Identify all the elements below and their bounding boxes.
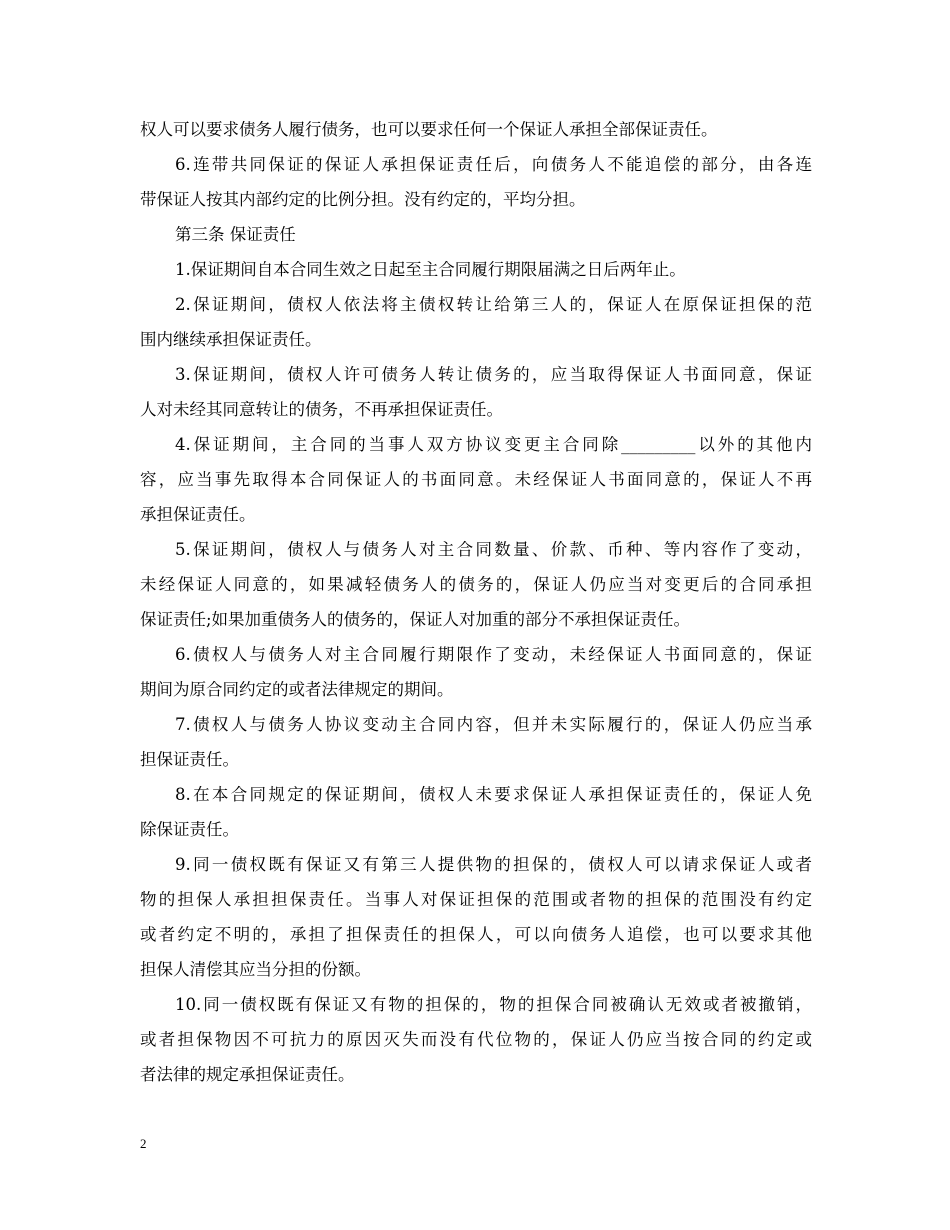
text-line: 承担保证责任。 — [140, 505, 256, 524]
text-line: 5.保证期间，债权人与债务人对主合同数量、价款、币种、等内容作了变动， — [175, 540, 812, 559]
text-line: 容，应当事先取得本合同保证人的书面同意。未经保证人书面同意的，保证人不再 — [140, 470, 812, 489]
text-line: 保证责任;如果加重债务人的债务的，保证人对加重的部分不承担保证责任。 — [140, 610, 691, 629]
text-line: 物的担保人承担担保责任。当事人对保证担保的范围或者物的担保的范围没有约定 — [140, 890, 812, 909]
text-line: 9.同一债权既有保证又有第三人提供物的担保的，债权人可以请求保证人或者 — [175, 855, 812, 874]
text-line: 第三条 保证责任 — [175, 225, 296, 244]
text-line: 未经保证人同意的，如果减轻债务人的债务的，保证人仍应当对变更后的合同承担 — [140, 575, 812, 594]
text-line: 者法律的规定承担保证责任。 — [140, 1065, 355, 1084]
text-line: 7.债权人与债务人协议变动主合同内容，但并未实际履行的，保证人仍应当承 — [175, 715, 812, 734]
text-line: 除保证责任。 — [140, 820, 239, 839]
text-line: 担保证责任。 — [140, 750, 239, 769]
text-line: 3.保证期间，债权人许可债务人转让债务的，应当取得保证人书面同意，保证 — [175, 365, 812, 384]
document-body — [140, 112, 812, 1092]
text-line: 1.保证期间自本合同生效之日起至主合同履行期限届满之日后两年止。 — [175, 260, 686, 279]
text-line: 围内继续承担保证责任。 — [140, 330, 322, 349]
text-line: 担保人清偿其应当分担的份额。 — [140, 960, 371, 979]
text-line: 权人可以要求债务人履行债务，也可以要求任何一个保证人承担全部保证责任。 — [140, 120, 718, 139]
text-line: 10.同一债权既有保证又有物的担保的，物的担保合同被确认无效或者被撤销， — [175, 995, 812, 1014]
text-line: 4.保证期间，主合同的当事人双方协议变更主合同除_________以外的其他内 — [175, 435, 812, 454]
text-line: 6.连带共同保证的保证人承担保证责任后，向债务人不能追偿的部分，由各连 — [175, 155, 812, 174]
text-line: 带保证人按其内部约定的比例分担。没有约定的，平均分担。 — [140, 190, 586, 209]
text-line: 期间为原合同约定的或者法律规定的期间。 — [140, 680, 454, 699]
text-line: 8.在本合同规定的保证期间，债权人未要求保证人承担保证责任的，保证人免 — [175, 785, 812, 804]
text-line: 人对未经其同意转让的债务，不再承担保证责任。 — [140, 400, 503, 419]
text-line: 或者约定不明的，承担了担保责任的担保人，可以向债务人追偿，也可以要求其他 — [140, 925, 812, 944]
text-line: 或者担保物因不可抗力的原因灭失而没有代位物的，保证人仍应当按合同的约定或 — [140, 1030, 812, 1049]
page-number: 2 — [140, 1136, 147, 1151]
text-line: 6.债权人与债务人对主合同履行期限作了变动，未经保证人书面同意的，保证 — [175, 645, 812, 664]
text-line: 2.保证期间，债权人依法将主债权转让给第三人的，保证人在原保证担保的范 — [175, 295, 812, 314]
